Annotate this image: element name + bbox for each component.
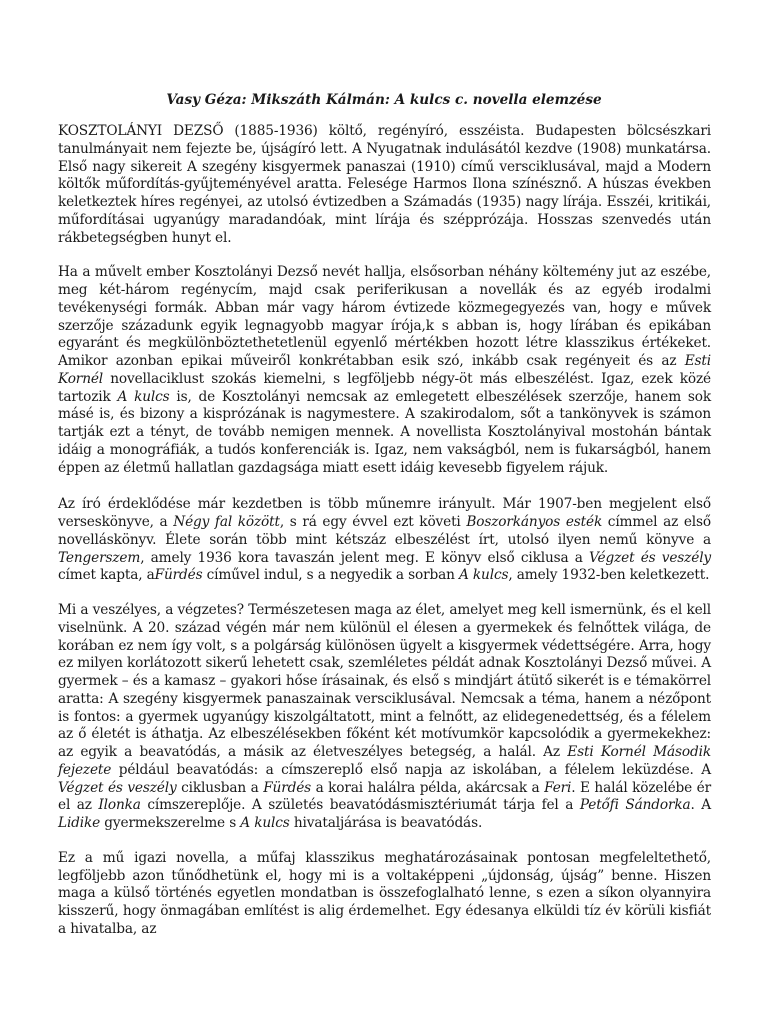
- italic-text-run: Tengerszem: [58, 549, 141, 566]
- text-run: novellaciklust szokás kiemelni, s legföljebb négy-öt más elbeszélést. Igaz, ezek közé tartozik: [58, 370, 711, 405]
- italic-text-run: Lidike: [58, 815, 101, 831]
- text-run: , amely 1932-ben keletkezett.: [508, 567, 710, 584]
- italic-text-run: Fürdés: [154, 567, 203, 584]
- text-run: címet kapta, a: [58, 567, 155, 584]
- italic-text-run: Boszorkányos esték: [466, 514, 603, 530]
- text-run: , amely 1936 kora tavaszán jelent meg. E könyv első ciklusa a: [140, 549, 590, 566]
- paragraph: [58, 264, 711, 477]
- italic-text-run: A kulcs: [240, 815, 290, 831]
- italic-text-run: Végzet és veszély: [589, 549, 712, 566]
- document-body: [58, 123, 711, 956]
- paragraph: [58, 850, 711, 939]
- paragraph: [58, 496, 711, 585]
- italic-text-run: Esti Kornél: [58, 353, 711, 387]
- italic-text-run: Fürdés: [263, 779, 312, 796]
- text-run: , s rá egy évvel ezt követi: [279, 514, 467, 530]
- italic-text-run: Végzet és veszély: [58, 779, 177, 796]
- paragraph: [58, 602, 711, 833]
- text-run: Az író érdeklődése már kezdetben is több műnemre irányult. Már 1907-ben megjelent első verseskönyve, a: [58, 496, 711, 530]
- text-run: cíművel indul, s a negyedik a sorban: [202, 567, 459, 584]
- text-run: Mi a veszélyes, a végzetes? Természetesen maga az élet, amelyet meg kell ismernünk, és el kell viselnünk. A 20. század végén már nem különül el élesen a gyermekek és felnőttek világa, de korában ez nem így volt, s a polgárság különösen ügyelt a kisgyermek védettségére. Arra, hogy ez milyen korlátozott sikerű lehetett csak, szemléletes példát adnak Kosztolányi Dezső művei. A gyermek – és a kamasz – gyakori hőse írásainak, és első s mindjárt átütő sikerét is e témakörrel aratta: A szegény kisgyermek panaszainak versciklusával. Nemcsak a téma, hanem a nézőpont is fontos: a gyermek ugyanúgy kiszolgáltatott, mint a felnőtt, az elidegenedettség, és a félelem az ő életét is áthatja. Az elbeszélésekben főként két motívumkör kapcsolódik a gyermekekhez: az egyik a beavatódás, a másik az életveszélyes betegség, a halál. Az: [58, 602, 711, 760]
- text-run: Ez a mű igazi novella, a műfaj klasszikus meghatározásainak pontosan megfeleltethető, legföljebb azon tűnődhetünk el, hogy mi is a voltaképpeni „újdonság, újság” benne. Hiszen maga a külső történés egyetlen mondatban is összefoglalható lenne, s ezen a síkon olyannyira kisszerű, hogy önmagában említést is alig érdemelhet. Egy édesanya elküldi tíz év körüli kisfiát a hivatalba, az: [58, 849, 711, 937]
- text-run: ciklusban a: [176, 779, 264, 796]
- italic-text-run: A kulcs: [117, 388, 170, 405]
- text-run: . A: [690, 797, 712, 814]
- italic-text-run: Négy fal között: [173, 514, 280, 530]
- text-run: címmel az első novelláskönyv. Élete során több mint kétszáz elbeszélést írt, utolsó ilyen nemű könyve a: [58, 514, 711, 548]
- italic-text-run: A kulcs: [458, 567, 509, 584]
- document-title: Vasy Géza: Mikszáth Kálmán: A kulcs c. novella elemzése: [166, 92, 602, 108]
- text-run: címszereplője. A születés beavatódásmisztériumát tárja fel a: [140, 797, 580, 814]
- text-run: a korai halálra példa, akárcsak a: [311, 779, 545, 796]
- text-run: Ha a művelt ember Kosztolányi Dezső nevét hallja, elsősorban néhány költemény jut az eszébe, meg két-három regénycím, majd csak periferikusan a novellák és az egyéb irodalmi tevékenységi formák. Abban már vagy három évtizede közmegegyezés van, hogy e művek szerzője századunk egyik legnagyobb magyar írója,k s abban is, hogy lírában és epikában egyaránt és megkülönböztethetetlenül egyenlő mértékben hozott létre klasszikus értékeket. Amikor azonban epikai műveiről konkrétabban esik szó, inkább csak regényeit és az: [58, 264, 711, 369]
- text-run: például beavatódás: a címszereplő első napja az iskolában, a félelem leküzdése. A: [111, 761, 711, 778]
- text-run: hivataljárása is beavatódás.: [289, 815, 483, 831]
- italic-text-run: Ilonka: [98, 797, 141, 814]
- italic-text-run: Esti Kornél Második fejezete: [58, 744, 711, 778]
- text-run: gyermekszerelme s: [100, 815, 241, 831]
- text-run: is, de Kosztolányi nemcsak az emlegetett elbeszélések szerzője, hanem sok másé is, és bizony a kisprózának is nagymestere. A szakirodalom, sőt a tankönyvek is számon tartják ezt a tényt, de tovább nemigen mennek. A novellista Kosztolányival mostohán bántak idáig a monográfiák, a tudós konferenciák is. Igaz, nem vakságból, nem is fukarságból, hanem éppen az életmű hallatlan gazdagsága miatt esett idáig kevesebb figyelem rájuk.: [58, 388, 711, 476]
- text-run: . E halál közelébe ér el az: [58, 779, 712, 814]
- italic-text-run: Feri: [544, 779, 572, 796]
- paragraph: [58, 123, 711, 247]
- italic-text-run: Petőfi Sándorka: [579, 797, 691, 814]
- text-run: KOSZTOLÁNYI DEZSŐ (1885-1936) költő, regényíró, esszéista. Budapesten bölcsészkari tanulmányait nem fejezte be, újságíró lett. A Nyugatnak indulásától kezdve (1908) munkatársa. Első nagy sikereit A szegény kisgyermek panaszai (1910) című versciklusával, majd a Modern költők műfordítás-gyűjteményével aratta. Felesége Harmos Ilona színésznő. A húszas években keletkeztek híres regényei, az utolsó évtizedben a Számadás (1935) nagy lírája. Esszéi, kritikái, műfordításai ugyanúgy maradandóak, mint lírája és szépprózája. Hosszas szenvedés után rákbetegségben hunyt el.: [58, 123, 711, 246]
